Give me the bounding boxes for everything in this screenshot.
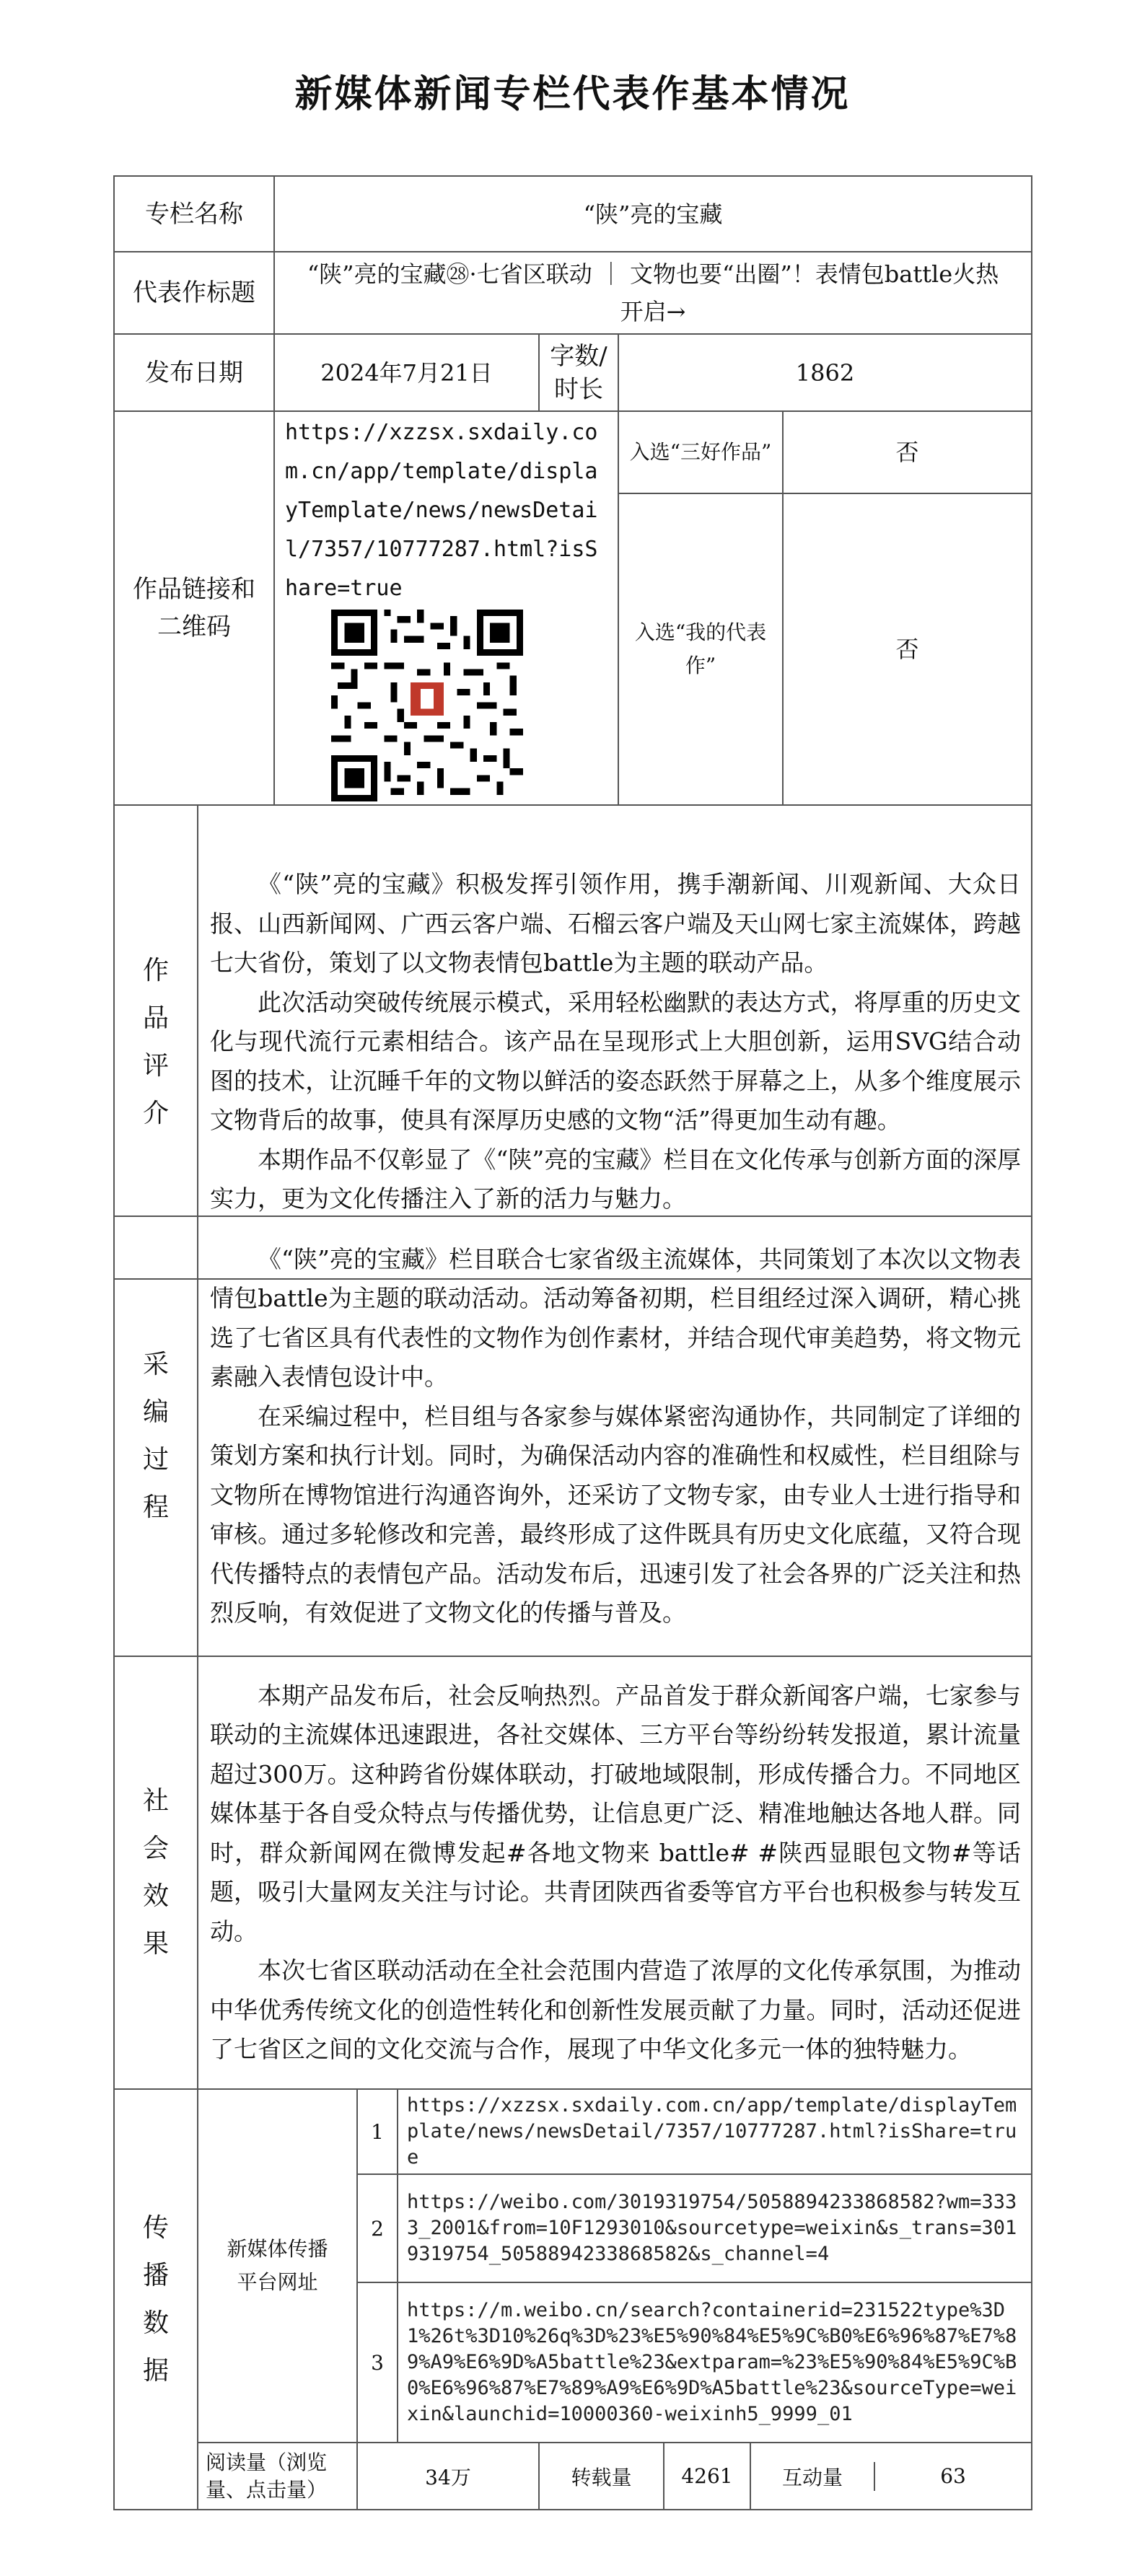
evaluation-paragraph: 《“陕”亮的宝藏》积极发挥引领作用，携手潮新闻、川观新闻、大众日报、山西新闻网、广西云客户端、石榴云客户端及天山网七家主流媒体，跨越七大省份，策划了以文物表情包battle为主题的联动产品。 <box>210 870 1022 977</box>
platform-label: 新媒体传播平台网址 <box>198 2089 357 2443</box>
qr-code-image[interactable] <box>331 610 523 801</box>
effect-content <box>198 1656 1032 2089</box>
effect-paragraph: 本期产品发布后，社会反响热烈。产品首发于群众新闻客户端，七家参与联动的主流媒体迅速跟进，各社交媒体、三方平台等纷纷转发报道，累计流量超过300万。这种跨省份媒体联动，打破地域限制，形成传播合力。不同地区媒体基于各自受众特点与传播优势，让信息更广泛、精准地触达各地人群。同时，群众新闻网在微博发起#各地文物来 battle# #陕西显眼包文物#等话题，吸引大量网友关注与讨论。共青团陕西省委等官方平台也积极参与转发互动。 <box>210 1681 1022 1946</box>
reads-label: 阅读量（浏览量、点击量） <box>198 2443 357 2510</box>
process-paragraph: 在采编过程中，栏目组与各家参与媒体紧密沟通协作，共同制定了详细的策划方案和执行计划。同时，为确保活动内容的准确性和权威性，栏目组除与文物所在博物馆进行沟通咨询外，还采访了文物专家，由专业人士进行指导和审核。通过多轮修改和完善，最终形成了这件既具有历史文化底蕴，又符合现代传播特点的表情包产品。活动发布后，迅速引发了社会各界的广泛关注和热烈反响，有效促进了文物文化的传播与普及。 <box>210 1402 1022 1627</box>
my-work-value: 否 <box>783 493 1032 805</box>
three-good-label: 入选“三好作品” <box>618 411 783 493</box>
platform-url[interactable]: https://xzzsx.sxdaily.com.cn/app/template/displayTemplate/news/newsDetail/7357/10777287.html?isShare=true <box>398 2089 1032 2174</box>
shares-value: 4261 <box>664 2443 750 2510</box>
my-work-label: 入选“我的代表作” <box>618 493 783 805</box>
interactions-value: 63 <box>940 2464 966 2488</box>
evaluation-label: 作品评介 <box>114 805 198 1279</box>
headline-label: 代表作标题 <box>114 252 274 334</box>
platform-url[interactable]: https://m.weibo.cn/search?containerid=231522type%3D1%26t%3D10%26q%3D%23%E5%90%84%E5%9C%B0%E6%96%87%E7%89%A9%E6%9D%A5battle%23&extparam=%23%E5%90%84%E5%9C%B0%E6%96%87%E7%89%A9%E6%9D%A5battle%23&sourceType=weixin&launchid=10000360-weixinh5_9999_01 <box>398 2282 1032 2443</box>
process-paragraph: 《“陕”亮的宝藏》栏目联合七家省级主流媒体，共同策划了本次以文物表情包battle为主题的联动活动。活动筹备初期，栏目组经过深入调研，精心挑选了七省区具有代表性的文物作为创作素材，并结合现代审美趋势，将文物元素融入表情包设计中。 <box>210 1244 1022 1391</box>
interactions-cell <box>750 2443 1032 2510</box>
url-index: 1 <box>357 2089 398 2174</box>
evaluation-paragraph: 此次活动突破传统展示模式，采用轻松幽默的表达方式，将厚重的历史文化与现代流行元素相结合。该产品在呈现形式上大胆创新，运用SVG结合动图的技术，让沉睡千年的文物以鲜活的姿态跃然于屏幕之上，从多个维度展示文物背后的故事，使具有深厚历史感的文物“活”得更加生动有趣。 <box>210 988 1022 1135</box>
detail-table <box>113 1216 1032 2510</box>
link-cell <box>274 411 618 805</box>
headline-value: “陕”亮的宝藏㉘·七省区联动 ｜ 文物也要“出圈”！表情包battle火热开启→ <box>274 252 1032 334</box>
link-label: 作品链接和二维码 <box>114 411 274 805</box>
shares-label: 转载量 <box>539 2443 664 2510</box>
interactions-label: 互动量 <box>751 2462 875 2491</box>
process-label: 采编过程 <box>114 1216 198 1656</box>
evaluation-paragraph: 本期作品不仅彰显了《“陕”亮的宝藏》栏目在文化传承与创新方面的深厚实力，更为文化传播注入了新的活力与魅力。 <box>210 1145 1022 1213</box>
url-index: 2 <box>357 2174 398 2282</box>
evaluation-content <box>198 805 1032 1279</box>
url-index: 3 <box>357 2282 398 2443</box>
effect-label: 社会效果 <box>114 1656 198 2089</box>
column-name-label: 专栏名称 <box>114 176 274 252</box>
work-link[interactable]: https://xzzsx.sxdaily.com.cn/app/template/displayTemplate/news/newsDetail/7357/10777287.html?isShare=true <box>285 420 598 601</box>
reads-value: 34万 <box>357 2443 539 2510</box>
date-value: 2024年7月21日 <box>274 334 539 411</box>
dissemination-label: 传播数据 <box>114 2089 198 2510</box>
effect-paragraph: 本次七省区联动活动在全社会范围内营造了浓厚的文化传承氛围，为推动中华优秀传统文化的创造性转化和创新性发展贡献了力量。同时，活动还促进了七省区之间的文化交流与合作，展现了中华文化多元一体的独特魅力。 <box>210 1956 1022 2063</box>
length-value: 1862 <box>618 334 1032 411</box>
column-name-value: “陕”亮的宝藏 <box>274 176 1032 252</box>
process-content <box>198 1216 1032 1656</box>
date-label: 发布日期 <box>114 334 274 411</box>
three-good-value: 否 <box>783 411 1032 493</box>
page-title: 新媒体新闻专栏代表作基本情况 <box>294 73 851 116</box>
basic-info-table <box>113 175 1032 1280</box>
length-label: 字数/时长 <box>539 334 618 411</box>
platform-url[interactable]: https://weibo.com/3019319754/5058894233868582?wm=3333_2001&from=10F1293010&sourcetype=weixin&s_trans=3019319754_5058894233868582&s_channel=4 <box>398 2174 1032 2282</box>
